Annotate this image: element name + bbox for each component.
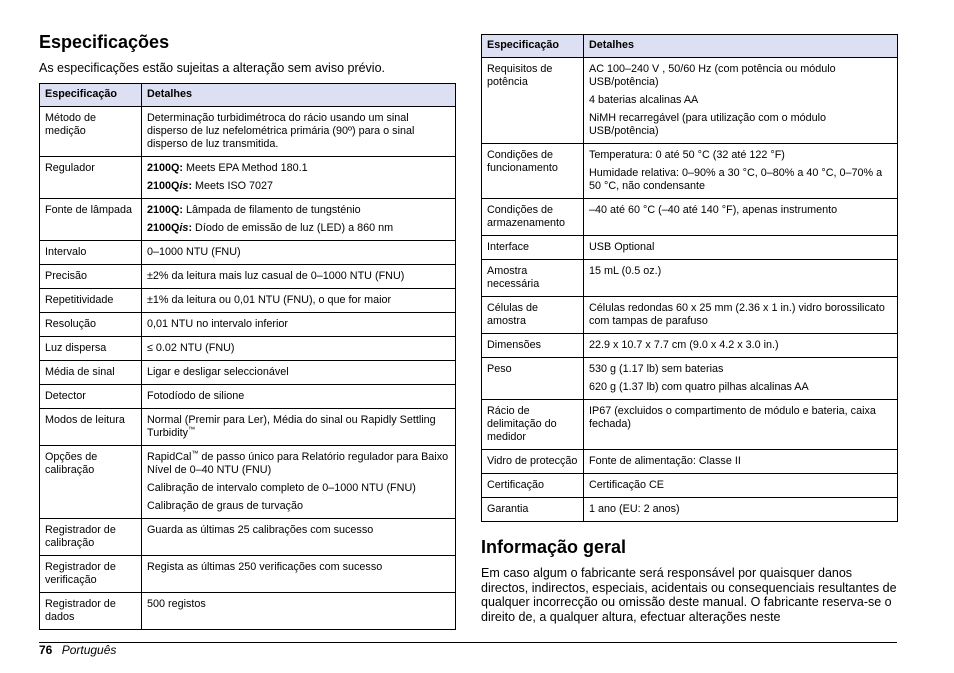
table-row bbox=[482, 400, 898, 450]
spec-label: Condições de funcionamento bbox=[482, 144, 584, 199]
spec-label: Opções de calibração bbox=[40, 446, 142, 519]
table-row bbox=[40, 593, 456, 630]
spec-details bbox=[142, 107, 456, 157]
spec-details bbox=[584, 144, 898, 199]
detail-line: Ligar e desligar seleccionável bbox=[147, 366, 289, 378]
specifications-intro: As especificações estão sujeitas a alteração sem aviso prévio. bbox=[39, 61, 386, 75]
detail-line: Normal (Premir para Ler), Média do sinal ou Rapidly Settling Turbidity™ bbox=[147, 414, 436, 439]
spec-details bbox=[142, 289, 456, 313]
table-row bbox=[482, 58, 898, 144]
specifications-heading: Especificações bbox=[39, 32, 170, 52]
detail-line: 1 ano (EU: 2 anos) bbox=[589, 503, 680, 515]
spec-details bbox=[584, 400, 898, 450]
model-label: 2100Q bbox=[147, 180, 180, 192]
spec-details bbox=[584, 58, 898, 144]
detail-line: 0,01 NTU no intervalo inferior bbox=[147, 318, 289, 330]
spec-label: Rácio de delimitação do medidor bbox=[482, 400, 584, 450]
table-header-row bbox=[482, 35, 898, 58]
spec-label: Repetitividade bbox=[40, 289, 142, 313]
detail-line: ±1% da leitura ou 0,01 NTU (FNU), o que for maior bbox=[147, 294, 392, 306]
detail-line: Células redondas 60 x 25 mm (2.36 x 1 in.) vidro borossilicato com tampas de parafuso bbox=[589, 302, 885, 327]
spec-label: Luz dispersa bbox=[40, 337, 142, 361]
spec-label: Garantia bbox=[482, 498, 584, 522]
detail-line: Calibração de graus de turvação bbox=[147, 500, 304, 512]
table-row bbox=[482, 334, 898, 358]
model-suffix: is bbox=[179, 180, 189, 192]
spec-label: Regulador bbox=[40, 157, 142, 199]
spec-details bbox=[142, 361, 456, 385]
detail-line: 2100Q: Meets EPA Method 180.1 bbox=[147, 162, 308, 174]
table-row bbox=[40, 385, 456, 409]
detail-line: 2100Qis: Meets ISO 7027 bbox=[147, 180, 274, 192]
table-row bbox=[40, 337, 456, 361]
spec-label: Requisitos de potência bbox=[482, 58, 584, 144]
table-row bbox=[40, 199, 456, 241]
footer-divider bbox=[39, 642, 897, 643]
table-row bbox=[482, 450, 898, 474]
spec-details bbox=[142, 556, 456, 593]
specifications-table-left bbox=[39, 83, 456, 630]
page-footer bbox=[39, 643, 116, 657]
model-suffix: is bbox=[179, 222, 189, 234]
spec-label: Peso bbox=[482, 358, 584, 400]
detail-line: Humidade relativa: 0–90% a 30 °C, 0–80% a 40 °C, 0–70% a 50 °C, não condensante bbox=[589, 167, 883, 192]
detail-line: ≤ 0.02 NTU (FNU) bbox=[147, 342, 235, 354]
detail-line: Guarda as últimas 25 calibrações com sucesso bbox=[147, 524, 374, 536]
spec-details bbox=[584, 334, 898, 358]
table-row bbox=[482, 199, 898, 236]
spec-details bbox=[584, 297, 898, 334]
table-row bbox=[482, 260, 898, 297]
spec-label: Detector bbox=[40, 385, 142, 409]
detail-line: 22.9 x 10.7 x 7.7 cm (9.0 x 4.2 x 3.0 in.) bbox=[589, 339, 779, 351]
spec-details bbox=[584, 236, 898, 260]
table-row bbox=[482, 358, 898, 400]
general-information-body: Em caso algum o fabricante será responsável por quaisquer danos directos, indirectos, especiais, acidentais ou consequenciais resultantes de qualquer incorrecção ou omissão deste manual. O fabricante reserva-se o direito de, a qualquer altura, efectuar alterações neste bbox=[481, 566, 897, 624]
table-row bbox=[482, 297, 898, 334]
table-row bbox=[40, 446, 456, 519]
detail-line: 500 registos bbox=[147, 598, 206, 610]
table-row bbox=[40, 241, 456, 265]
spec-details bbox=[142, 157, 456, 199]
model-label: 2100Q: bbox=[147, 162, 184, 174]
table-row bbox=[40, 361, 456, 385]
spec-details bbox=[142, 446, 456, 519]
table-row bbox=[40, 157, 456, 199]
spec-label: Método de medição bbox=[40, 107, 142, 157]
spec-label: Interface bbox=[482, 236, 584, 260]
spec-label: Registrador de calibração bbox=[40, 519, 142, 556]
model-label: 2100Q bbox=[147, 222, 180, 234]
detail-line: 2100Q: Lâmpada de filamento de tungsténio bbox=[147, 204, 361, 216]
spec-details bbox=[142, 593, 456, 630]
model-label: 2100Q: bbox=[147, 204, 184, 216]
spec-label: Certificação bbox=[482, 474, 584, 498]
table-row bbox=[482, 474, 898, 498]
spec-details bbox=[142, 385, 456, 409]
table-row bbox=[40, 289, 456, 313]
detail-line: 0–1000 NTU (FNU) bbox=[147, 246, 241, 258]
table-row bbox=[482, 144, 898, 199]
spec-label: Amostra necessária bbox=[482, 260, 584, 297]
spec-label: Vidro de protecção bbox=[482, 450, 584, 474]
spec-details bbox=[142, 241, 456, 265]
spec-details bbox=[142, 409, 456, 446]
spec-label: Registrador de dados bbox=[40, 593, 142, 630]
spec-label: Resolução bbox=[40, 313, 142, 337]
detail-line: Fonte de alimentação: Classe II bbox=[589, 455, 741, 467]
spec-label: Média de sinal bbox=[40, 361, 142, 385]
table-row bbox=[40, 556, 456, 593]
detail-line: NiMH recarregável (para utilização com o módulo USB/potência) bbox=[589, 112, 827, 137]
footer-language: Português bbox=[61, 643, 117, 657]
spec-details bbox=[584, 358, 898, 400]
detail-line: –40 até 60 °C (–40 até 140 °F), apenas instrumento bbox=[589, 204, 838, 216]
spec-label: Registrador de verificação bbox=[40, 556, 142, 593]
spec-details bbox=[142, 337, 456, 361]
detail-line: 4 baterias alcalinas AA bbox=[589, 94, 699, 106]
detail-line: Fotodíodo de silione bbox=[147, 390, 245, 402]
model-colon: : bbox=[188, 180, 193, 192]
general-information-heading: Informação geral bbox=[481, 537, 627, 557]
spec-details bbox=[142, 519, 456, 556]
detail-line: AC 100–240 V , 50/60 Hz (com potência ou módulo USB/potência) bbox=[589, 63, 836, 88]
detail-line: 620 g (1.37 lb) com quatro pilhas alcalinas AA bbox=[589, 381, 809, 393]
table-header-row bbox=[40, 84, 456, 107]
trademark-symbol: ™ bbox=[191, 450, 199, 458]
column-header-details: Detalhes bbox=[584, 35, 898, 58]
table-row bbox=[482, 498, 898, 522]
detail-line: 2100Qis: Díodo de emissão de luz (LED) a 860 nm bbox=[147, 222, 394, 234]
detail-line: ±2% da leitura mais luz casual de 0–1000 NTU (FNU) bbox=[147, 270, 405, 282]
detail-line: USB Optional bbox=[589, 241, 655, 253]
spec-details bbox=[584, 474, 898, 498]
spec-label: Dimensões bbox=[482, 334, 584, 358]
detail-line: Certificação CE bbox=[589, 479, 665, 491]
table-row bbox=[40, 519, 456, 556]
spec-label: Fonte de lâmpada bbox=[40, 199, 142, 241]
model-colon: : bbox=[188, 222, 193, 234]
spec-label: Intervalo bbox=[40, 241, 142, 265]
detail-line: Temperatura: 0 até 50 °C (32 até 122 °F) bbox=[589, 149, 785, 161]
table-row bbox=[482, 236, 898, 260]
detail-line: Determinação turbidimétroca do rácio usando um sinal disperso de luz nefelométrica primária (90º) para o sinal disperso de luz transmitida. bbox=[147, 112, 415, 150]
specifications-table-left-body bbox=[40, 107, 456, 630]
specifications-table-right bbox=[481, 34, 898, 522]
column-header-details: Detalhes bbox=[142, 84, 456, 107]
table-row bbox=[40, 313, 456, 337]
detail-line: Regista as últimas 250 verificações com sucesso bbox=[147, 561, 383, 573]
spec-details bbox=[142, 313, 456, 337]
spec-label: Modos de leitura bbox=[40, 409, 142, 446]
table-row bbox=[40, 265, 456, 289]
detail-line: Calibração de intervalo completo de 0–1000 NTU (FNU) bbox=[147, 482, 416, 494]
detail-line: RapidCal™ de passo único para Relatório regulador para Baixo Nível de 0–40 NTU (FNU) bbox=[147, 450, 449, 476]
detail-line: 15 mL (0.5 oz.) bbox=[589, 265, 662, 277]
table-row bbox=[40, 107, 456, 157]
spec-label: Condições de armazenamento bbox=[482, 199, 584, 236]
spec-details bbox=[584, 498, 898, 522]
detail-line: 530 g (1.17 lb) sem baterias bbox=[589, 363, 724, 375]
spec-details bbox=[142, 199, 456, 241]
table-row bbox=[40, 409, 456, 446]
spec-label: Células de amostra bbox=[482, 297, 584, 334]
spec-details bbox=[584, 450, 898, 474]
spec-label: Precisão bbox=[40, 265, 142, 289]
page-number: 76 bbox=[39, 643, 53, 657]
trademark-symbol: ™ bbox=[188, 426, 195, 434]
spec-details bbox=[142, 265, 456, 289]
column-header-specification: Especificação bbox=[482, 35, 584, 58]
specifications-table-right-body bbox=[482, 58, 898, 522]
column-header-specification: Especificação bbox=[40, 84, 142, 107]
spec-details bbox=[584, 260, 898, 297]
detail-line: IP67 (excluidos o compartimento de módulo e bateria, caixa fechada) bbox=[589, 405, 876, 430]
spec-details bbox=[584, 199, 898, 236]
